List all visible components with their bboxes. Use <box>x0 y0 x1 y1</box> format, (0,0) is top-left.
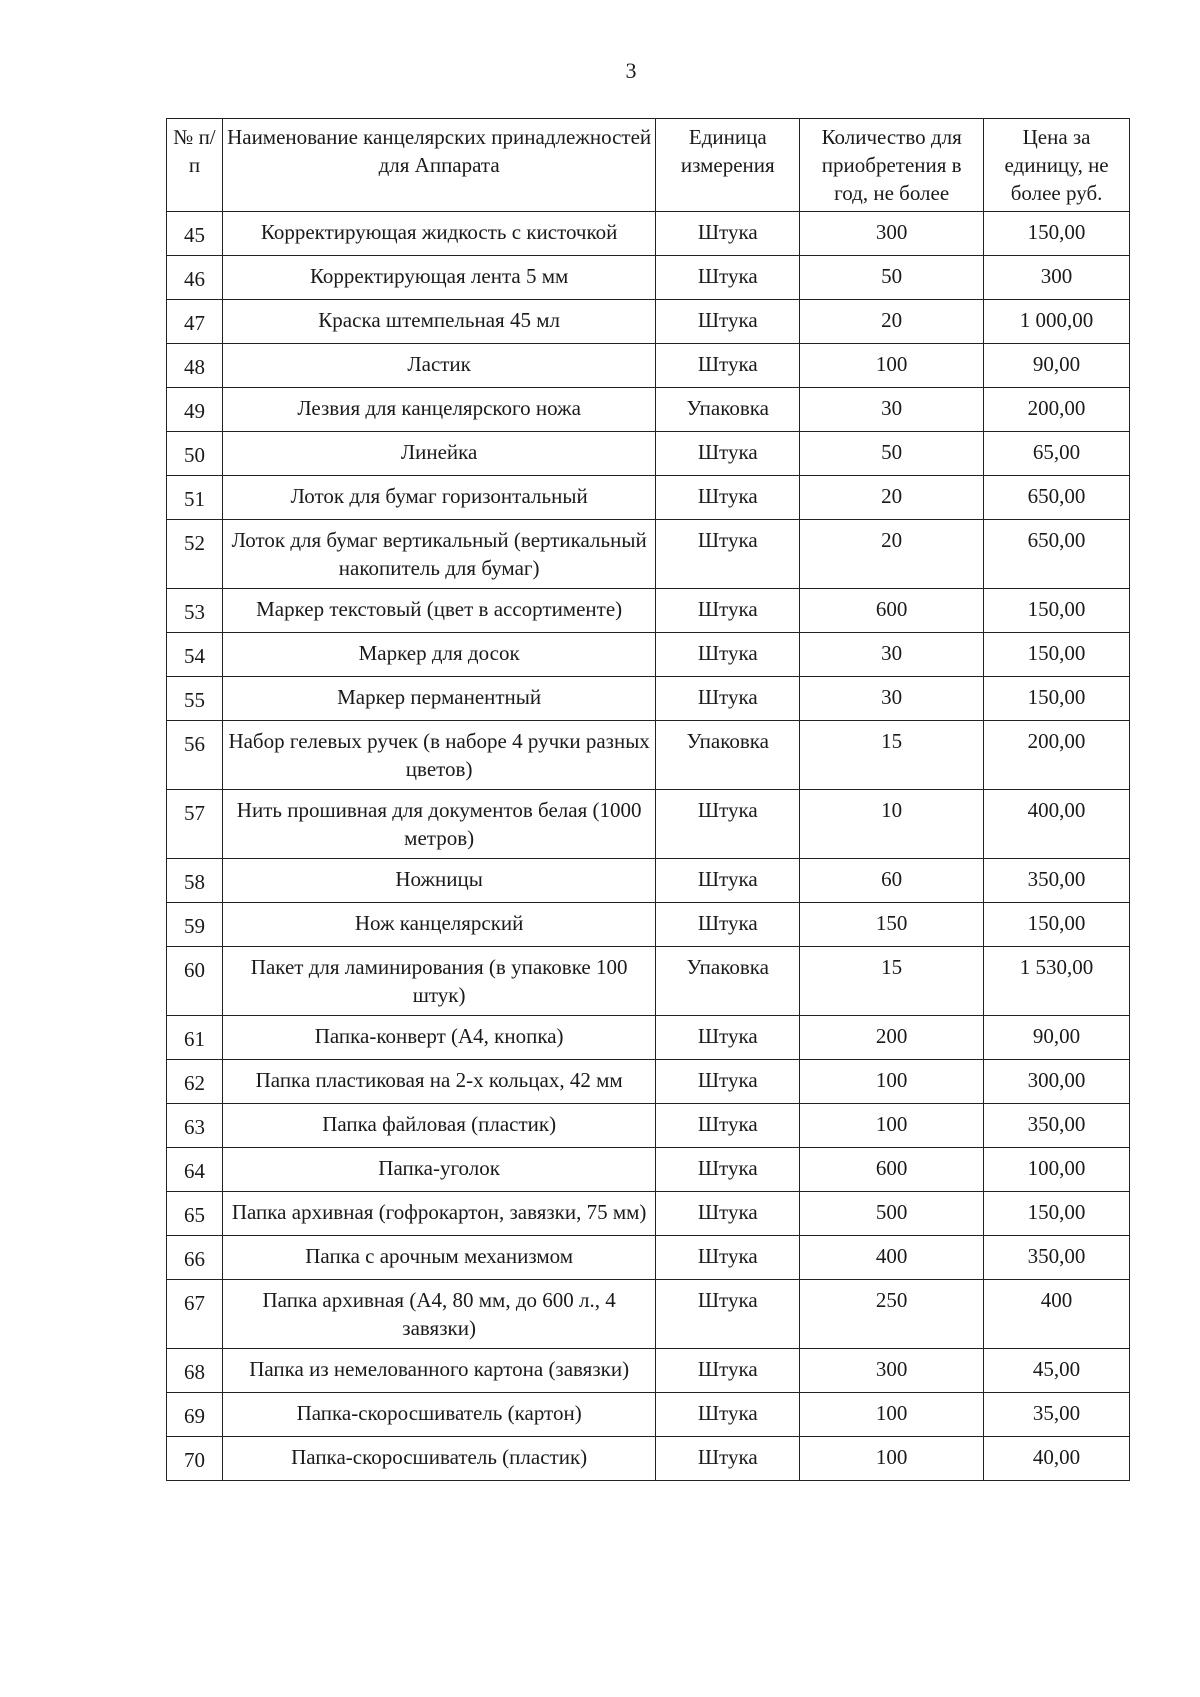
header-name: Наименование канцелярских принадлежностей для Аппарата <box>222 119 655 212</box>
item-price: 90,00 <box>984 344 1130 388</box>
item-unit: Штука <box>656 1192 800 1236</box>
item-quantity: 20 <box>800 520 984 589</box>
item-unit: Штука <box>656 677 800 721</box>
header-unit: Единица измерения <box>656 119 800 212</box>
item-price: 300 <box>984 256 1130 300</box>
item-name: Корректирующая жидкость с кисточкой <box>222 212 655 256</box>
item-price: 150,00 <box>984 633 1130 677</box>
item-quantity: 50 <box>800 432 984 476</box>
item-quantity: 100 <box>800 344 984 388</box>
table-row <box>167 256 1130 300</box>
item-quantity: 100 <box>800 1104 984 1148</box>
table-row <box>167 1060 1130 1104</box>
table-header <box>167 119 1130 212</box>
item-unit: Штука <box>656 476 800 520</box>
item-name: Нож канцелярский <box>222 903 655 947</box>
item-quantity: 50 <box>800 256 984 300</box>
header-row <box>167 119 1130 212</box>
item-price: 45,00 <box>984 1349 1130 1393</box>
item-unit: Штука <box>656 589 800 633</box>
item-quantity: 20 <box>800 300 984 344</box>
table-row <box>167 903 1130 947</box>
table-row <box>167 1236 1130 1280</box>
item-quantity: 250 <box>800 1280 984 1349</box>
item-name: Корректирующая лента 5 мм <box>222 256 655 300</box>
table-row <box>167 1104 1130 1148</box>
item-unit: Штука <box>656 256 800 300</box>
table-body <box>167 212 1130 1481</box>
row-number: 62 <box>167 1060 223 1104</box>
item-unit: Штука <box>656 300 800 344</box>
table-row <box>167 432 1130 476</box>
table-row <box>167 790 1130 859</box>
item-unit: Штука <box>656 1016 800 1060</box>
row-number: 49 <box>167 388 223 432</box>
table-row <box>167 388 1130 432</box>
item-unit: Штука <box>656 1236 800 1280</box>
row-number: 61 <box>167 1016 223 1060</box>
item-price: 300,00 <box>984 1060 1130 1104</box>
table-row <box>167 344 1130 388</box>
row-number: 57 <box>167 790 223 859</box>
item-price: 400 <box>984 1280 1130 1349</box>
header-qty: Количество для приобретения в год, не более <box>800 119 984 212</box>
item-name: Папка пластиковая на 2-х кольцах, 42 мм <box>222 1060 655 1104</box>
item-price: 650,00 <box>984 476 1130 520</box>
item-price: 65,00 <box>984 432 1130 476</box>
item-price: 1 000,00 <box>984 300 1130 344</box>
item-price: 650,00 <box>984 520 1130 589</box>
item-unit: Штука <box>656 1437 800 1481</box>
row-number: 69 <box>167 1393 223 1437</box>
row-number: 53 <box>167 589 223 633</box>
item-quantity: 200 <box>800 1016 984 1060</box>
item-name: Лезвия для канцелярского ножа <box>222 388 655 432</box>
item-quantity: 500 <box>800 1192 984 1236</box>
item-unit: Упаковка <box>656 388 800 432</box>
row-number: 51 <box>167 476 223 520</box>
row-number: 46 <box>167 256 223 300</box>
item-unit: Штука <box>656 520 800 589</box>
row-number: 58 <box>167 859 223 903</box>
item-price: 150,00 <box>984 1192 1130 1236</box>
row-number: 64 <box>167 1148 223 1192</box>
item-quantity: 150 <box>800 903 984 947</box>
item-quantity: 100 <box>800 1437 984 1481</box>
table-row <box>167 859 1130 903</box>
table-row <box>167 633 1130 677</box>
item-quantity: 15 <box>800 947 984 1016</box>
table-row <box>167 677 1130 721</box>
table-row <box>167 212 1130 256</box>
header-price: Цена за единицу, не более руб. <box>984 119 1130 212</box>
item-unit: Штука <box>656 633 800 677</box>
item-price: 350,00 <box>984 1104 1130 1148</box>
table-row <box>167 589 1130 633</box>
item-price: 200,00 <box>984 721 1130 790</box>
item-name: Пакет для ламинирования (в упаковке 100 штук) <box>222 947 655 1016</box>
item-name: Маркер текстовый (цвет в ассортименте) <box>222 589 655 633</box>
row-number: 50 <box>167 432 223 476</box>
item-price: 40,00 <box>984 1437 1130 1481</box>
item-name: Лоток для бумаг вертикальный (вертикальный накопитель для бумаг) <box>222 520 655 589</box>
item-quantity: 20 <box>800 476 984 520</box>
row-number: 65 <box>167 1192 223 1236</box>
table-row <box>167 476 1130 520</box>
item-quantity: 30 <box>800 388 984 432</box>
item-name: Ластик <box>222 344 655 388</box>
item-quantity: 30 <box>800 677 984 721</box>
item-name: Папка-скоросшиватель (пластик) <box>222 1437 655 1481</box>
item-unit: Штука <box>656 859 800 903</box>
item-unit: Штука <box>656 903 800 947</box>
item-quantity: 600 <box>800 589 984 633</box>
item-unit: Штука <box>656 344 800 388</box>
item-unit: Штука <box>656 1393 800 1437</box>
row-number: 55 <box>167 677 223 721</box>
item-name: Нить прошивная для документов белая (1000 метров) <box>222 790 655 859</box>
item-quantity: 60 <box>800 859 984 903</box>
row-number: 68 <box>167 1349 223 1393</box>
item-name: Папка с арочным механизмом <box>222 1236 655 1280</box>
row-number: 59 <box>167 903 223 947</box>
item-name: Маркер для досок <box>222 633 655 677</box>
table-row <box>167 1192 1130 1236</box>
item-name: Папка-скоросшиватель (картон) <box>222 1393 655 1437</box>
item-name: Папка файловая (пластик) <box>222 1104 655 1148</box>
table-row <box>167 300 1130 344</box>
item-quantity: 600 <box>800 1148 984 1192</box>
item-unit: Штука <box>656 1148 800 1192</box>
item-name: Набор гелевых ручек (в наборе 4 ручки разных цветов) <box>222 721 655 790</box>
table-row <box>167 1148 1130 1192</box>
item-quantity: 30 <box>800 633 984 677</box>
item-price: 90,00 <box>984 1016 1130 1060</box>
item-unit: Штука <box>656 1060 800 1104</box>
item-unit: Штука <box>656 432 800 476</box>
item-unit: Штука <box>656 212 800 256</box>
item-unit: Штука <box>656 790 800 859</box>
item-price: 150,00 <box>984 677 1130 721</box>
item-price: 350,00 <box>984 1236 1130 1280</box>
table-row <box>167 1349 1130 1393</box>
table-row <box>167 1437 1130 1481</box>
item-name: Папка архивная (гофрокартон, завязки, 75 мм) <box>222 1192 655 1236</box>
item-name: Линейка <box>222 432 655 476</box>
table-row <box>167 1016 1130 1060</box>
item-unit: Упаковка <box>656 947 800 1016</box>
item-price: 150,00 <box>984 212 1130 256</box>
row-number: 52 <box>167 520 223 589</box>
item-price: 150,00 <box>984 589 1130 633</box>
item-price: 400,00 <box>984 790 1130 859</box>
row-number: 60 <box>167 947 223 1016</box>
item-unit: Штука <box>656 1104 800 1148</box>
item-quantity: 100 <box>800 1393 984 1437</box>
table-row <box>167 520 1130 589</box>
item-unit: Штука <box>656 1280 800 1349</box>
table-row <box>167 947 1130 1016</box>
table-row <box>167 1393 1130 1437</box>
row-number: 70 <box>167 1437 223 1481</box>
item-unit: Упаковка <box>656 721 800 790</box>
stationery-table <box>166 118 1130 1481</box>
item-price: 200,00 <box>984 388 1130 432</box>
item-price: 1 530,00 <box>984 947 1130 1016</box>
item-name: Папка архивная (А4, 80 мм, до 600 л., 4 завязки) <box>222 1280 655 1349</box>
row-number: 47 <box>167 300 223 344</box>
page-number: 3 <box>625 58 637 83</box>
row-number: 67 <box>167 1280 223 1349</box>
item-quantity: 300 <box>800 212 984 256</box>
table-row <box>167 1280 1130 1349</box>
item-quantity: 10 <box>800 790 984 859</box>
item-name: Папка-уголок <box>222 1148 655 1192</box>
row-number: 56 <box>167 721 223 790</box>
item-name: Папка-конверт (А4, кнопка) <box>222 1016 655 1060</box>
item-quantity: 100 <box>800 1060 984 1104</box>
item-quantity: 300 <box>800 1349 984 1393</box>
item-name: Ножницы <box>222 859 655 903</box>
row-number: 54 <box>167 633 223 677</box>
item-quantity: 15 <box>800 721 984 790</box>
item-quantity: 400 <box>800 1236 984 1280</box>
item-price: 350,00 <box>984 859 1130 903</box>
item-unit: Штука <box>656 1349 800 1393</box>
row-number: 66 <box>167 1236 223 1280</box>
item-price: 100,00 <box>984 1148 1130 1192</box>
header-num: № п/п <box>167 119 223 212</box>
row-number: 63 <box>167 1104 223 1148</box>
item-price: 150,00 <box>984 903 1130 947</box>
item-name: Маркер перманентный <box>222 677 655 721</box>
table-row <box>167 721 1130 790</box>
row-number: 48 <box>167 344 223 388</box>
item-name: Папка из немелованного картона (завязки) <box>222 1349 655 1393</box>
row-number: 45 <box>167 212 223 256</box>
item-name: Лоток для бумаг горизонтальный <box>222 476 655 520</box>
item-name: Краска штемпельная 45 мл <box>222 300 655 344</box>
item-price: 35,00 <box>984 1393 1130 1437</box>
